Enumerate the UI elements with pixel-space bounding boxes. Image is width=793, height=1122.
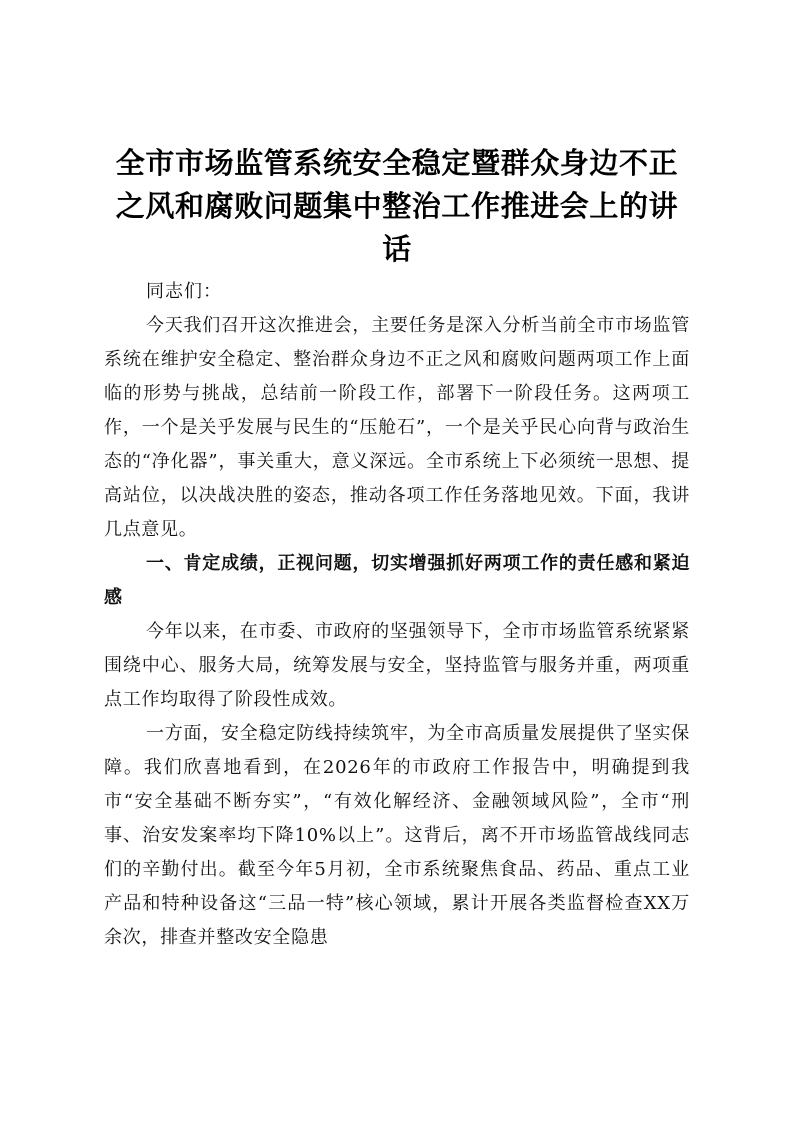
section-heading-1: 一、肯定成绩，正视问题，切实增强抓好两项工作的责任感和紧迫感 <box>104 553 690 608</box>
section-1-paragraph: 今年以来，在市委、市政府的坚强领导下，全市市场监管系统紧紧围绕中心、服务大局，统筹发展与安全，坚持监管与服务并重，两项重点工作均取得了阶段性成效。 <box>104 621 690 710</box>
salutation: 同志们： <box>146 281 222 302</box>
document-page <box>104 142 690 955</box>
intro-paragraph: 今天我们召开这次推进会，主要任务是深入分析当前全市市场监管系统在维护安全稳定、整治群众身边不正之风和腐败问题两项工作上面临的形势与挑战，总结前一阶段工作，部署下一阶段任务。这两项工作，一个是关乎发展与民生的“压舱石”，一个是关乎民心向背与政治生态的“净化器”，事关重大，意义深远。全市系统上下必须统一思想、提高站位，以决战决胜的姿态，推动各项工作任务落地见效。下面，我讲几点意见。 <box>104 315 690 540</box>
document-title: 全市市场监管系统安全稳定暨群众身边不正之风和腐败问题集中整治工作推进会上的讲话 <box>115 146 679 266</box>
section-1-paragraph: 一方面，安全稳定防线持续筑牢，为全市高质量发展提供了坚实保障。我们欣喜地看到，在2026年的市政府工作报告中，明确提到我市“安全基础不断夯实”，“有效化解经济、金融领域风险”，全市“刑事、治安发案率均下降10%以上”。这背后，离不开市场监管战线同志们的辛勤付出。截至今年5月初，全市系统聚焦食品、药品、重点工业产品和特种设备这“三品一特”核心领域，累计开展各类监督检查XX万余次，排查并整改安全隐患 <box>104 723 690 948</box>
